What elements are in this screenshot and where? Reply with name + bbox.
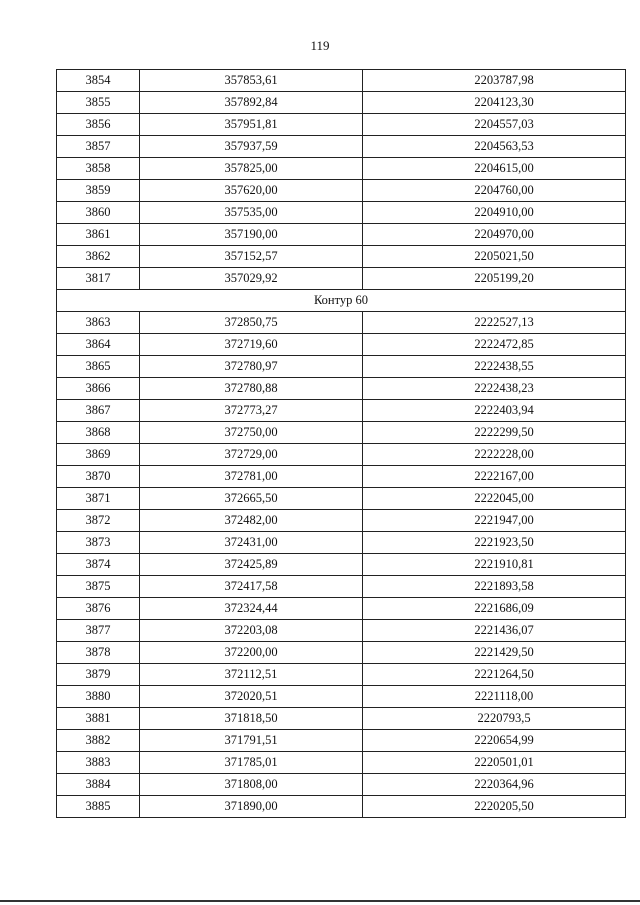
point-number-cell: 3883 bbox=[57, 752, 140, 774]
table-row bbox=[57, 158, 626, 180]
x-coordinate-cell: 372781,00 bbox=[140, 466, 363, 488]
table-row bbox=[57, 774, 626, 796]
x-coordinate-cell: 372665,50 bbox=[140, 488, 363, 510]
x-coordinate-cell: 371890,00 bbox=[140, 796, 363, 818]
x-coordinate-cell: 357825,00 bbox=[140, 158, 363, 180]
x-coordinate-cell: 372719,60 bbox=[140, 334, 363, 356]
x-coordinate-cell: 372200,00 bbox=[140, 642, 363, 664]
x-coordinate-cell: 372850,75 bbox=[140, 312, 363, 334]
y-coordinate-cell: 2221923,50 bbox=[363, 532, 626, 554]
x-coordinate-cell: 357190,00 bbox=[140, 224, 363, 246]
point-number-cell: 3866 bbox=[57, 378, 140, 400]
y-coordinate-cell: 2222228,00 bbox=[363, 444, 626, 466]
y-coordinate-cell: 2204910,00 bbox=[363, 202, 626, 224]
coordinates-table-bottom-section bbox=[57, 312, 626, 818]
y-coordinate-cell: 2203787,98 bbox=[363, 70, 626, 92]
y-coordinate-cell: 2222167,00 bbox=[363, 466, 626, 488]
point-number-cell: 3875 bbox=[57, 576, 140, 598]
y-coordinate-cell: 2204123,30 bbox=[363, 92, 626, 114]
x-coordinate-cell: 372773,27 bbox=[140, 400, 363, 422]
point-number-cell: 3873 bbox=[57, 532, 140, 554]
x-coordinate-cell: 357029,92 bbox=[140, 268, 363, 290]
point-number-cell: 3882 bbox=[57, 730, 140, 752]
y-coordinate-cell: 2221118,00 bbox=[363, 686, 626, 708]
y-coordinate-cell: 2222527,13 bbox=[363, 312, 626, 334]
point-number-cell: 3858 bbox=[57, 158, 140, 180]
y-coordinate-cell: 2221893,58 bbox=[363, 576, 626, 598]
y-coordinate-cell: 2205199,20 bbox=[363, 268, 626, 290]
point-number-cell: 3861 bbox=[57, 224, 140, 246]
table-row bbox=[57, 576, 626, 598]
y-coordinate-cell: 2204760,00 bbox=[363, 180, 626, 202]
point-number-cell: 3869 bbox=[57, 444, 140, 466]
x-coordinate-cell: 372203,08 bbox=[140, 620, 363, 642]
table-row bbox=[57, 730, 626, 752]
y-coordinate-cell: 2221947,00 bbox=[363, 510, 626, 532]
table-row bbox=[57, 466, 626, 488]
point-number-cell: 3854 bbox=[57, 70, 140, 92]
point-number-cell: 3876 bbox=[57, 598, 140, 620]
y-coordinate-cell: 2221429,50 bbox=[363, 642, 626, 664]
table-row bbox=[57, 488, 626, 510]
section-header-row bbox=[57, 290, 626, 312]
point-number-cell: 3881 bbox=[57, 708, 140, 730]
table-row bbox=[57, 378, 626, 400]
coordinates-table bbox=[56, 69, 626, 818]
y-coordinate-cell: 2222438,55 bbox=[363, 356, 626, 378]
table-row bbox=[57, 70, 626, 92]
point-number-cell: 3855 bbox=[57, 92, 140, 114]
table-row bbox=[57, 224, 626, 246]
table-row bbox=[57, 312, 626, 334]
y-coordinate-cell: 2220793,5 bbox=[363, 708, 626, 730]
table-row bbox=[57, 92, 626, 114]
y-coordinate-cell: 2220654,99 bbox=[363, 730, 626, 752]
y-coordinate-cell: 2220364,96 bbox=[363, 774, 626, 796]
x-coordinate-cell: 357853,61 bbox=[140, 70, 363, 92]
y-coordinate-cell: 2221264,50 bbox=[363, 664, 626, 686]
point-number-cell: 3870 bbox=[57, 466, 140, 488]
table-row bbox=[57, 708, 626, 730]
table-row bbox=[57, 510, 626, 532]
point-number-cell: 3872 bbox=[57, 510, 140, 532]
table-row bbox=[57, 554, 626, 576]
point-number-cell: 3862 bbox=[57, 246, 140, 268]
y-coordinate-cell: 2222403,94 bbox=[363, 400, 626, 422]
y-coordinate-cell: 2204563,53 bbox=[363, 136, 626, 158]
y-coordinate-cell: 2222438,23 bbox=[363, 378, 626, 400]
table-row bbox=[57, 246, 626, 268]
x-coordinate-cell: 357535,00 bbox=[140, 202, 363, 224]
y-coordinate-cell: 2204557,03 bbox=[363, 114, 626, 136]
point-number-cell: 3859 bbox=[57, 180, 140, 202]
point-number-cell: 3857 bbox=[57, 136, 140, 158]
page-bottom-edge bbox=[0, 900, 640, 902]
x-coordinate-cell: 371808,00 bbox=[140, 774, 363, 796]
y-coordinate-cell: 2220501,01 bbox=[363, 752, 626, 774]
coordinates-table-top-section bbox=[57, 70, 626, 290]
table-row bbox=[57, 202, 626, 224]
x-coordinate-cell: 371791,51 bbox=[140, 730, 363, 752]
x-coordinate-cell: 357892,84 bbox=[140, 92, 363, 114]
x-coordinate-cell: 372112,51 bbox=[140, 664, 363, 686]
table-row bbox=[57, 334, 626, 356]
x-coordinate-cell: 357937,59 bbox=[140, 136, 363, 158]
y-coordinate-cell: 2221910,81 bbox=[363, 554, 626, 576]
y-coordinate-cell: 2220205,50 bbox=[363, 796, 626, 818]
point-number-cell: 3868 bbox=[57, 422, 140, 444]
table-row bbox=[57, 356, 626, 378]
x-coordinate-cell: 371818,50 bbox=[140, 708, 363, 730]
page-number: 119 bbox=[310, 38, 330, 53]
table-row bbox=[57, 642, 626, 664]
table-row bbox=[57, 686, 626, 708]
table-row bbox=[57, 268, 626, 290]
y-coordinate-cell: 2222045,00 bbox=[363, 488, 626, 510]
x-coordinate-cell: 372425,89 bbox=[140, 554, 363, 576]
y-coordinate-cell: 2222472,85 bbox=[363, 334, 626, 356]
table-row bbox=[57, 180, 626, 202]
x-coordinate-cell: 372417,58 bbox=[140, 576, 363, 598]
table-row bbox=[57, 400, 626, 422]
x-coordinate-cell: 372020,51 bbox=[140, 686, 363, 708]
point-number-cell: 3856 bbox=[57, 114, 140, 136]
x-coordinate-cell: 372431,00 bbox=[140, 532, 363, 554]
point-number-cell: 3880 bbox=[57, 686, 140, 708]
table-row bbox=[57, 114, 626, 136]
table-row bbox=[57, 422, 626, 444]
y-coordinate-cell: 2204970,00 bbox=[363, 224, 626, 246]
y-coordinate-cell: 2204615,00 bbox=[363, 158, 626, 180]
point-number-cell: 3817 bbox=[57, 268, 140, 290]
point-number-cell: 3871 bbox=[57, 488, 140, 510]
x-coordinate-cell: 372750,00 bbox=[140, 422, 363, 444]
section-title: Контур 60 bbox=[57, 290, 626, 312]
y-coordinate-cell: 2221686,09 bbox=[363, 598, 626, 620]
table-row bbox=[57, 444, 626, 466]
y-coordinate-cell: 2221436,07 bbox=[363, 620, 626, 642]
y-coordinate-cell: 2205021,50 bbox=[363, 246, 626, 268]
table-row bbox=[57, 796, 626, 818]
point-number-cell: 3864 bbox=[57, 334, 140, 356]
x-coordinate-cell: 372729,00 bbox=[140, 444, 363, 466]
section-header-group bbox=[57, 290, 626, 312]
point-number-cell: 3860 bbox=[57, 202, 140, 224]
point-number-cell: 3863 bbox=[57, 312, 140, 334]
point-number-cell: 3877 bbox=[57, 620, 140, 642]
point-number-cell: 3867 bbox=[57, 400, 140, 422]
point-number-cell: 3865 bbox=[57, 356, 140, 378]
table-row bbox=[57, 598, 626, 620]
x-coordinate-cell: 372482,00 bbox=[140, 510, 363, 532]
x-coordinate-cell: 372780,97 bbox=[140, 356, 363, 378]
point-number-cell: 3878 bbox=[57, 642, 140, 664]
point-number-cell: 3879 bbox=[57, 664, 140, 686]
y-coordinate-cell: 2222299,50 bbox=[363, 422, 626, 444]
point-number-cell: 3884 bbox=[57, 774, 140, 796]
x-coordinate-cell: 357620,00 bbox=[140, 180, 363, 202]
table-row bbox=[57, 620, 626, 642]
x-coordinate-cell: 372780,88 bbox=[140, 378, 363, 400]
table-row bbox=[57, 532, 626, 554]
x-coordinate-cell: 371785,01 bbox=[140, 752, 363, 774]
point-number-cell: 3874 bbox=[57, 554, 140, 576]
table-row bbox=[57, 752, 626, 774]
table-row bbox=[57, 664, 626, 686]
x-coordinate-cell: 372324,44 bbox=[140, 598, 363, 620]
x-coordinate-cell: 357951,81 bbox=[140, 114, 363, 136]
x-coordinate-cell: 357152,57 bbox=[140, 246, 363, 268]
table-row bbox=[57, 136, 626, 158]
point-number-cell: 3885 bbox=[57, 796, 140, 818]
